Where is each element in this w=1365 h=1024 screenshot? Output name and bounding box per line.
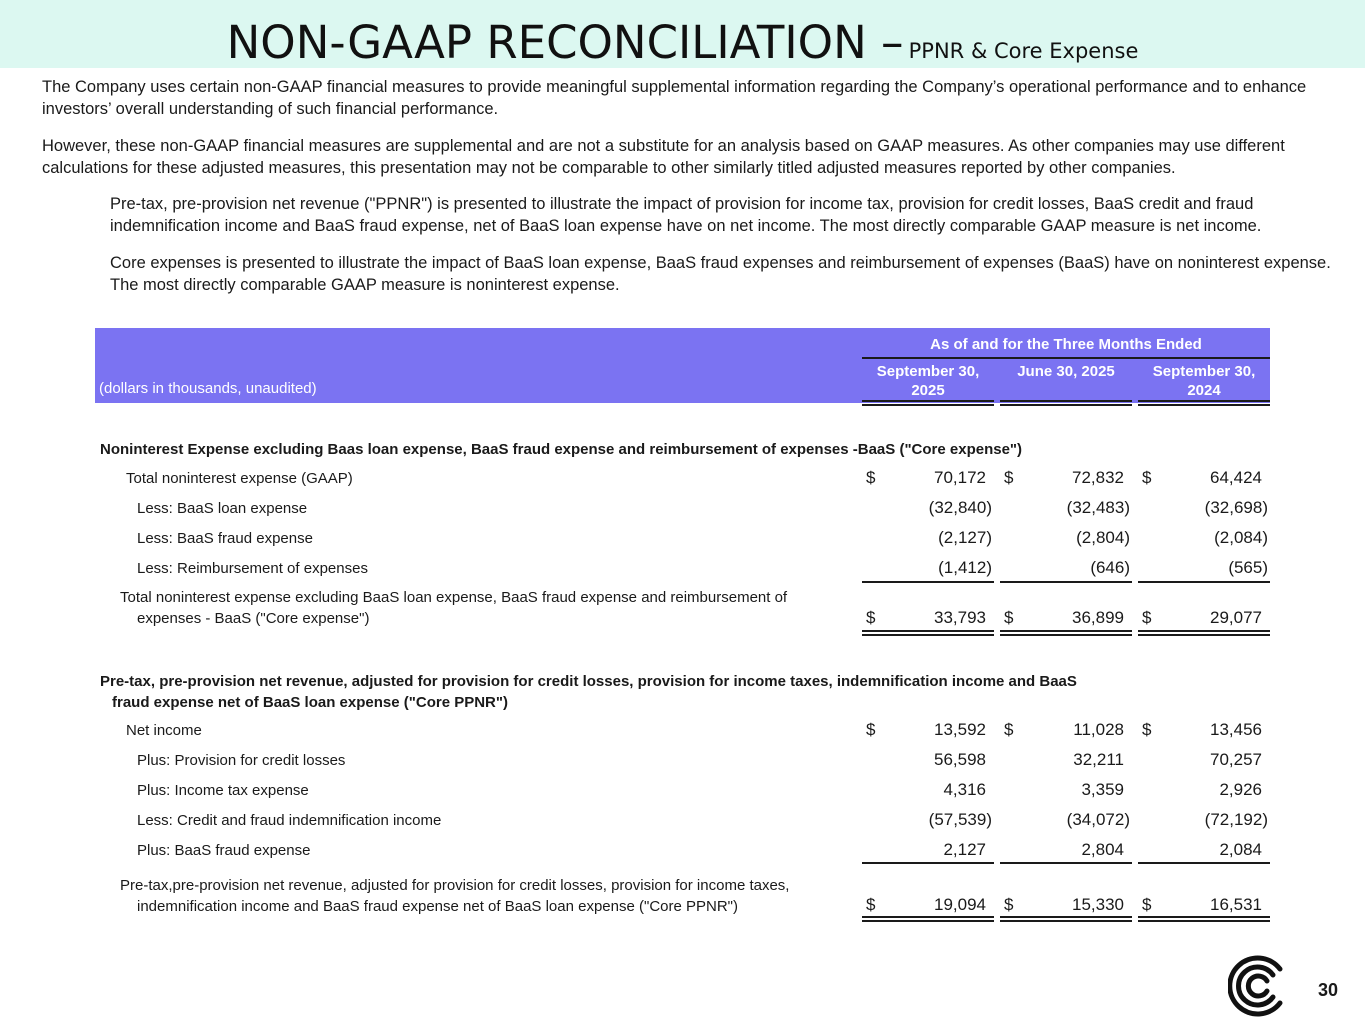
subtotal-rule — [1000, 581, 1132, 583]
header-divider — [862, 357, 1270, 359]
cell-value: 4,316 — [943, 780, 986, 799]
currency-symbol: $ — [1142, 720, 1152, 739]
page-number: 30 — [1318, 980, 1339, 1000]
currency-symbol: $ — [1142, 608, 1152, 627]
column-header-sep-2024: September 30, 2024 — [1152, 363, 1256, 399]
intro-paragraph-2: However, these non-GAAP financial measures are supplemental and are not a substitute for an analysis based on GAAP measures. As other companies may use different calculations for these adjusted measures, this presentation may not be comparable to other similarly titled adjusted measures reported by other companies. — [42, 137, 1285, 177]
currency-symbol: $ — [1004, 608, 1014, 627]
cell-value: 36,899 — [1072, 608, 1124, 627]
cell-value: (2,804) — [1076, 528, 1130, 547]
total-double-rule — [862, 916, 994, 922]
subtotal-rule — [1000, 862, 1132, 864]
cell-value: (72,192) — [1204, 810, 1268, 829]
header-underline — [1000, 400, 1132, 406]
row-label: Less: Reimbursement of expenses — [137, 560, 368, 577]
core-expense-definition: Core expenses is presented to illustrate the impact of BaaS loan expense, BaaS fraud expenses and reimbursement of expenses (BaaS) have on noninterest expense. The most directly comparable GAAP measure is noninterest expense. — [110, 254, 1331, 294]
currency-symbol: $ — [1004, 720, 1014, 739]
row-label-line-1: Pre-tax,pre-provision net revenue, adjusted for provision for credit losses, provision for income taxes, — [120, 877, 790, 894]
cell-value: (565) — [1228, 558, 1268, 577]
company-logo-icon — [1228, 955, 1290, 1017]
row-label: Total noninterest expense (GAAP) — [126, 470, 353, 487]
cell-value: 2,127 — [943, 840, 986, 859]
cell-value: 72,832 — [1072, 468, 1124, 487]
total-double-rule — [1138, 630, 1270, 636]
cell-value: 16,531 — [1210, 895, 1262, 914]
header-underline — [1138, 400, 1270, 406]
total-double-rule — [862, 630, 994, 636]
cell-value: (1,412) — [938, 558, 992, 577]
currency-symbol: $ — [1142, 468, 1152, 487]
currency-symbol: $ — [1004, 468, 1014, 487]
row-label: Plus: BaaS fraud expense — [137, 842, 311, 859]
row-label: Less: Credit and fraud indemnification income — [137, 812, 442, 829]
cell-value: 64,424 — [1210, 468, 1262, 487]
cell-value: (34,072) — [1066, 810, 1130, 829]
cell-value: 13,592 — [934, 720, 986, 739]
subtotal-rule — [862, 862, 994, 864]
total-double-rule — [1000, 916, 1132, 922]
subtotal-rule — [1138, 581, 1270, 583]
cell-value: (32,698) — [1204, 498, 1268, 517]
cell-value: 56,598 — [934, 750, 986, 769]
row-label-line-2: indemnification income and BaaS fraud expense net of BaaS loan expense ("Core PPNR") — [137, 898, 738, 915]
table-group-header: As of and for the Three Months Ended — [930, 336, 1202, 353]
row-label: Plus: Income tax expense — [137, 782, 309, 799]
section-title-line-2: fraud expense net of BaaS loan expense ("Core PPNR") — [112, 694, 508, 711]
column-header-jun-2025: June 30, 2025 — [1017, 363, 1115, 380]
section-title-line-1: Pre-tax, pre-provision net revenue, adjusted for provision for credit losses, provision for income taxes, indemnification income and BaaS — [100, 673, 1077, 690]
cell-value: (2,127) — [938, 528, 992, 547]
cell-value: 3,359 — [1081, 780, 1124, 799]
row-label: Less: BaaS loan expense — [137, 500, 308, 517]
cell-value: 15,330 — [1072, 895, 1124, 914]
row-label: Net income — [126, 722, 202, 739]
cell-value: 11,028 — [1073, 720, 1124, 739]
cell-value: 32,211 — [1073, 750, 1124, 769]
cell-value: (57,539) — [928, 810, 992, 829]
table-units-label: (dollars in thousands, unaudited) — [99, 380, 317, 397]
page-title — [0, 16, 1365, 69]
cell-value: 19,094 — [934, 895, 986, 914]
currency-symbol: $ — [866, 468, 876, 487]
currency-symbol: $ — [866, 895, 876, 914]
intro-paragraph-1: The Company uses certain non-GAAP financial measures to provide meaningful supplemental information regarding the Company’s operational performance and to enhance investors’ overall understanding of such financial performance. — [42, 78, 1307, 118]
cell-value: (32,840) — [928, 498, 992, 517]
row-label: Less: BaaS fraud expense — [137, 530, 313, 547]
cell-value: 2,926 — [1219, 780, 1262, 799]
cell-value: (32,483) — [1066, 498, 1130, 517]
ppnr-definition: Pre-tax, pre-provision net revenue ("PPNR") is presented to illustrate the impact of provision for income tax, provision for credit losses, BaaS credit and fraud indemnification income and BaaS fraud expense, net of BaaS loan expense have on net income. The most directly comparable GAAP measure is net income. — [110, 195, 1262, 235]
row-label: Plus: Provision for credit losses — [137, 752, 346, 769]
cell-value: 2,084 — [1219, 840, 1262, 859]
page-title-sub: PPNR & Core Expense — [908, 39, 1139, 63]
row-label-line-1: Total noninterest expense excluding BaaS loan expense, BaaS fraud expense and reimbursement of — [120, 589, 788, 606]
column-header-sep-2025: September 30, 2025 — [876, 363, 980, 399]
header-underline — [862, 400, 994, 406]
row-label-line-2: expenses - BaaS ("Core expense") — [137, 610, 370, 627]
cell-value: 70,172 — [934, 468, 986, 487]
currency-symbol: $ — [866, 720, 876, 739]
cell-value: 13,456 — [1210, 720, 1262, 739]
currency-symbol: $ — [1004, 895, 1014, 914]
cell-value: 2,804 — [1081, 840, 1124, 859]
currency-symbol: $ — [1142, 895, 1152, 914]
cell-value: 70,257 — [1210, 750, 1262, 769]
total-double-rule — [1000, 630, 1132, 636]
cell-value: 29,077 — [1210, 608, 1262, 627]
page-title-main: NON-GAAP RECONCILIATION – — [226, 16, 904, 69]
section-title: Noninterest Expense excluding Baas loan expense, BaaS fraud expense and reimbursement of expenses -BaaS ("Core expense") — [100, 441, 1023, 458]
cell-value: (2,084) — [1214, 528, 1268, 547]
cell-value: (646) — [1090, 558, 1130, 577]
currency-symbol: $ — [866, 608, 876, 627]
cell-value: 33,793 — [934, 608, 986, 627]
subtotal-rule — [1138, 862, 1270, 864]
total-double-rule — [1138, 916, 1270, 922]
subtotal-rule — [862, 581, 994, 583]
